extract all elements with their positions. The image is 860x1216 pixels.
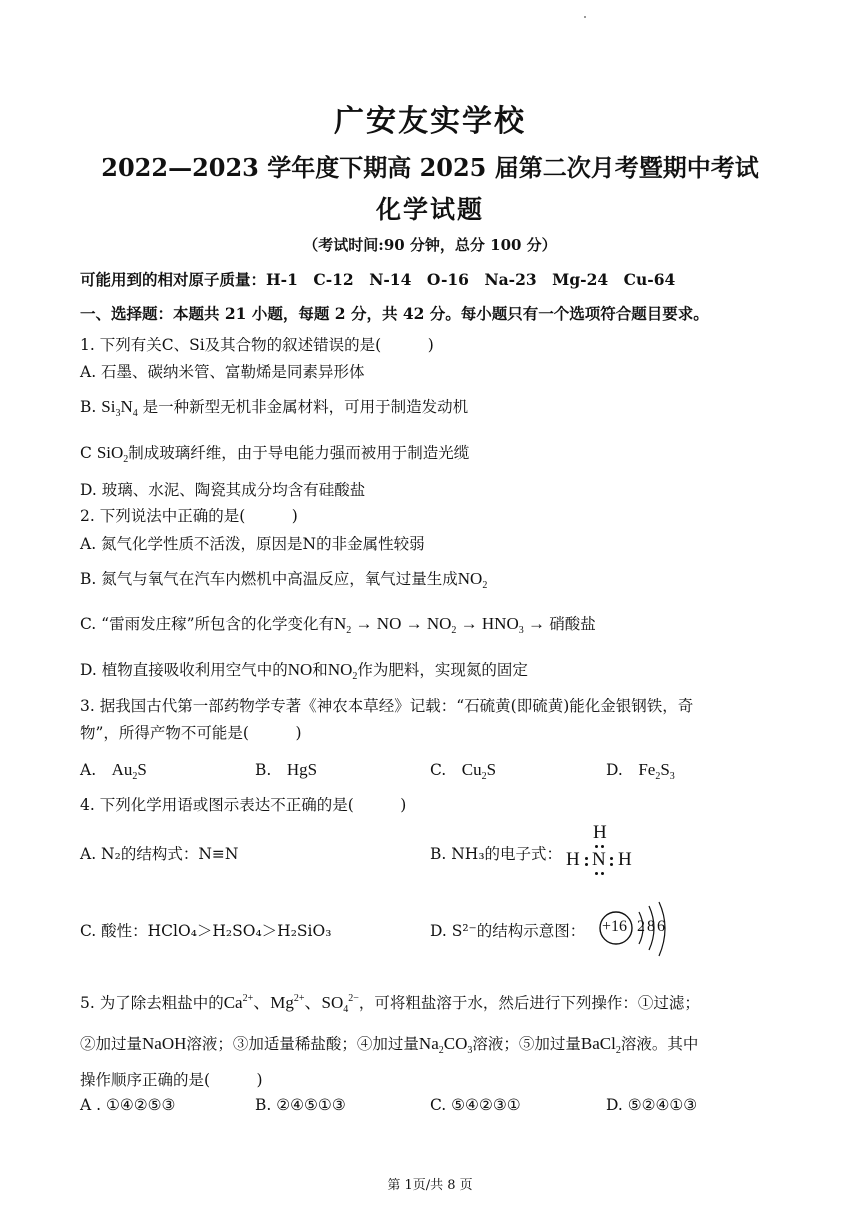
formula-si3n4: $Si_3N_4$ xyxy=(101,397,138,419)
q3-stem-line1: 3. 据我国古代第一部药物学专著《神农本草经》记载：“石硫黄(即硫黄)能化金银钢铁，奇 xyxy=(80,697,694,715)
scan-dot xyxy=(584,16,586,18)
school-title: 广安友实学校 xyxy=(334,104,526,139)
q5-stem-line2: ②加过量NaOH溶液；③加适量稀盐酸；④加过量$Na_2CO_3$溶液；⑤加过量BaCl$_2$溶液。其中 xyxy=(80,1034,699,1056)
nh3-lewis-structure: H H N H xyxy=(566,822,646,878)
q5-option-b: B. ②④⑤①③ xyxy=(255,1096,346,1114)
q2-option-c: C. “雷雨发庄稼”所包含的化学变化有$N_2$ → NO → $NO_2 \to HNO_3$ → 硝酸盐 xyxy=(80,614,596,636)
q1-option-a: A. 石墨、碳纳米管、富勒烯是同素异形体 xyxy=(80,363,365,381)
q1-option-b: B. $Si_3N_4$ 是一种新型无机非金属材料，可用于制造发动机 xyxy=(80,397,469,419)
q2-option-a: A. 氮气化学性质不活泼，原因是N的非金属性较弱 xyxy=(80,535,425,553)
electron-shells: 2 8 6 xyxy=(637,918,665,935)
q2-option-d: D. 植物直接吸收利用空气中的NO和$NO_2$作为肥料，实现氮的固定 xyxy=(80,660,528,682)
q1-stem: 1. 下列有关C、Si及其合物的叙述错误的是( ) xyxy=(80,336,434,354)
exam-time-info: （考试时间:90 分钟，总分 100 分） xyxy=(303,236,557,254)
sulfide-ion-structure-diagram xyxy=(597,900,677,960)
exam-title: 2022—2023 学年度下期高 2025 届第二次月考暨期中考试 xyxy=(101,153,759,182)
q4-option-b: B. NH₃的电子式： xyxy=(430,845,563,863)
q2-option-b: B. 氮气与氧气在汽车内燃机中高温反应，氧气过量生成$NO_2$ xyxy=(80,569,488,591)
q5-option-a: A . ①④②⑤③ xyxy=(80,1096,176,1114)
formula-no2: $NO_2$ xyxy=(457,569,488,591)
q5-option-c: C. ⑤④②③① xyxy=(430,1096,521,1114)
section-title: 一、选择题：本题共 21 小题，每题 2 分，共 42 分。每小题只有一个选项符合题目要求。 xyxy=(80,304,709,323)
atomic-masses: 可能用到的相对原子质量：H-1 C-12 N-14 O-16 Na-23 Mg-24 Cu-64 xyxy=(80,270,676,289)
q3-option-d: D. $Fe_2S_3$ xyxy=(606,760,675,782)
q5-option-d: D. ⑤②④①③ xyxy=(606,1096,698,1114)
q3-option-c: C. $Cu_2S$ xyxy=(430,760,497,782)
formula-sio2: SiO$_2$ xyxy=(96,443,129,465)
nitrogen-cycle-equation: $N_2$ → NO → $NO_2 \to HNO_3$ → xyxy=(334,614,550,636)
q1-option-d: D. 玻璃、水泥、陶瓷其成分均含有硅酸盐 xyxy=(80,481,366,499)
q2-stem: 2. 下列说法中正确的是( ) xyxy=(80,507,298,525)
q3-option-a: A. $Au_2S$ xyxy=(80,760,147,782)
q5-stem-line3: 操作顺序正确的是( ) xyxy=(80,1071,263,1089)
q3-option-b: B. HgS xyxy=(255,760,318,779)
q1-option-c: C SiO$_2$制成玻璃纤维，由于导电能力强而被用于制造光缆 xyxy=(80,443,470,465)
nucleus-charge: +16 xyxy=(602,918,628,935)
q4-option-c: C. 酸性：HClO₄＞H₂SO₄＞H₂SiO₃ xyxy=(80,922,332,940)
q4-option-d: D. S²⁻的结构示意图： xyxy=(430,922,586,940)
page-number: 第 1页/共 8 页 xyxy=(387,1178,473,1193)
q4-stem: 4. 下列化学用语或图示表达不正确的是( ) xyxy=(80,796,407,814)
q4-option-a: A. N₂的结构式：N≡N xyxy=(80,845,239,863)
q5-stem-line1: 5. 为了除去粗盐中的$Ca^{2+}$、$Mg^{2+}$、$SO_4^{2-}$，可将粗盐溶于水，然后进行下列操作：①过滤； xyxy=(80,993,700,1015)
q3-stem-line2: 物”，所得产物不可能是( ) xyxy=(80,724,302,742)
subject-title: 化学试题 xyxy=(375,195,484,224)
